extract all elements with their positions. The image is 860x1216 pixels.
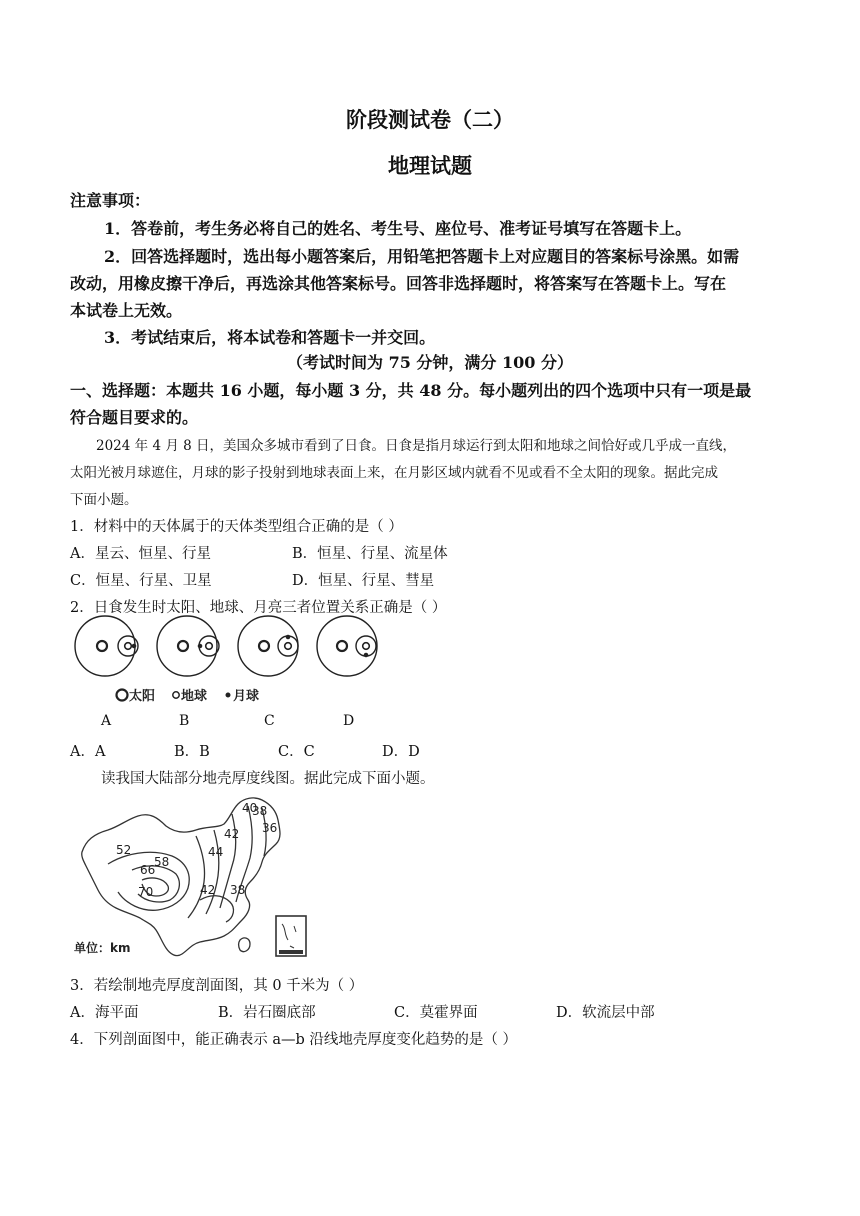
question-3-option-c: C．莫霍界面 [394, 1005, 478, 1021]
question-2-option-d: D．D [382, 744, 420, 760]
material-1-line-2: 太阳光被月球遮住，月球的影子投射到地球表面上来，在月影区域内就看不见或看不全太阳的现象。据此完成 [70, 465, 718, 481]
contour-label: 38 [230, 883, 246, 897]
page-title: 阶段测试卷（二） [346, 107, 514, 132]
question-2-stem: 2．日食发生时太阳、地球、月亮三者位置关系正确是（ ） [70, 600, 447, 616]
contour-label: 70 [138, 885, 154, 899]
eclipse-diagram-b [157, 616, 219, 676]
notice-heading: 注意事项： [70, 191, 151, 210]
china-outline [82, 798, 280, 956]
question-1-stem: 1．材料中的天体属于的天体类型组合正确的是（ ） [70, 519, 403, 535]
question-2-option-a: A．A [70, 744, 106, 760]
notice-item-2-line-3: 本试卷上无效。 [70, 301, 183, 320]
legend-sun-symbol [117, 690, 128, 701]
question-4-stem: 4．下列剖面图中，能正确表示 a—b 沿线地壳厚度变化趋势的是（ ） [70, 1032, 517, 1048]
page-subtitle: 地理试题 [388, 153, 472, 178]
contour-line [188, 836, 205, 918]
question-3-option-a: A．海平面 [70, 1005, 139, 1021]
diagram-label-c: C [264, 713, 275, 729]
material-2-line-1: 读我国大陆部分地壳厚度线图。据此完成下面小题。 [101, 771, 435, 787]
contour-line [108, 852, 189, 910]
diagram-label-d: D [343, 713, 355, 729]
legend-earth-symbol [173, 692, 179, 698]
legend-moon-label: 月球 [233, 689, 260, 704]
material-1-line-3: 下面小题。 [70, 492, 138, 508]
notice-item-2-line-2: 改动，用橡皮擦干净后，再选涂其他答案标号。回答非选择题时，将答案写在答题卡上。写在 [70, 274, 727, 293]
question-2-option-c: C．C [278, 744, 315, 760]
map-unit-label: 单位：km [74, 941, 131, 955]
eclipse-diagram [70, 615, 390, 710]
notice-item-3: 3．考试结束后，将本试卷和答题卡一并交回。 [104, 328, 436, 347]
question-1-option-a: A．星云、恒星、行星 [70, 546, 211, 562]
question-3-option-b: B．岩石圈底部 [218, 1005, 316, 1021]
question-1-option-d: D．恒星、行星、彗星 [292, 573, 435, 589]
question-2-option-b: B．B [174, 744, 210, 760]
legend-moon-symbol [226, 693, 230, 697]
crust-thickness-map [72, 790, 322, 965]
contour-label: 36 [262, 821, 278, 835]
notice-item-2-line-1: 2．回答选择题时，选出每小题答案后，用铅笔把答题卡上对应题目的答案标号涂黑。如需 [104, 247, 740, 266]
contour-line [200, 896, 233, 922]
diagram-label-a: A [101, 713, 112, 729]
exam-time-info: （考试时间为 75 分钟，满分 100 分） [287, 353, 573, 372]
question-1-option-b: B．恒星、行星、流星体 [292, 546, 448, 562]
contour-label: 52 [116, 843, 132, 857]
section-1-heading-line-2: 符合题目要求的。 [70, 408, 199, 427]
contour-label: 44 [208, 845, 224, 859]
contour-label: 58 [154, 855, 170, 869]
contour-label: 42 [224, 827, 240, 841]
contour-label: 42 [200, 883, 216, 897]
eclipse-diagram-a [75, 616, 138, 676]
contour-line [206, 830, 219, 914]
material-1-line-1: 2024 年 4 月 8 日，美国众多城市看到了日食。日食是指月球运行到太阳和地球之间恰好或几乎成一直线， [96, 438, 736, 454]
question-3-stem: 3．若绘制地壳厚度剖面图，其 0 千米为（ ） [70, 978, 364, 994]
eclipse-diagram-d [317, 616, 377, 676]
section-1-heading-line-1: 一、选择题：本题共 16 小题，每小题 3 分，共 48 分。每小题列出的四个选项中只有一项是最 [70, 381, 752, 400]
question-1-option-c: C．恒星、行星、卫星 [70, 573, 212, 589]
island-outline [239, 938, 251, 952]
contour-label: 66 [140, 863, 156, 877]
contour-label: 40 [242, 801, 258, 815]
question-3-option-d: D．软流层中部 [556, 1005, 655, 1021]
eclipse-diagram-c [238, 616, 298, 676]
diagram-label-b: B [179, 713, 190, 729]
legend-earth-label: 地球 [181, 689, 208, 704]
contour-label: 38 [252, 804, 268, 818]
notice-item-1: 1．答卷前，考生务必将自己的姓名、考生号、座位号、准考证号填写在答题卡上。 [104, 219, 692, 238]
legend-sun-label: 太阳 [129, 689, 156, 704]
